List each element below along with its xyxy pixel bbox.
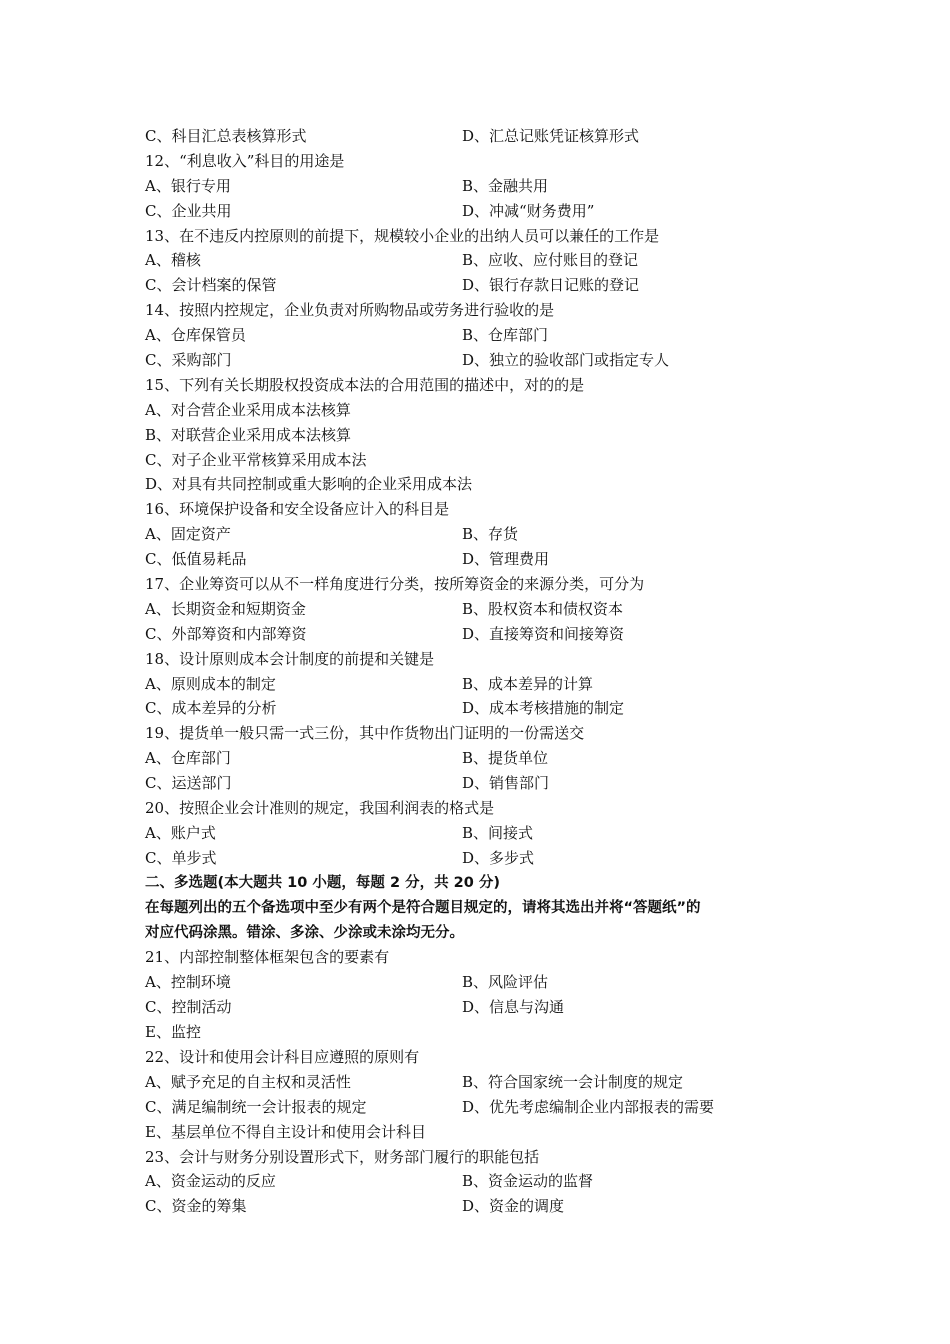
option-text: A、原则成本的制定 [145, 674, 276, 693]
option-text: A、赋予充足的自主权和灵活性 [145, 1072, 351, 1091]
option-text: B、间接式 [462, 823, 534, 842]
option-row [145, 1169, 825, 1194]
option-text: A、银行专用 [145, 176, 231, 195]
option-text: C、会计档案的保管 [145, 276, 277, 295]
option-text: D、直接筹资和间接筹资 [462, 624, 625, 643]
option-row [145, 597, 825, 622]
question-line: 21、内部控制整体框架包含的要素有 [145, 948, 390, 967]
option-text: C、低值易耗品 [145, 550, 247, 569]
option-text: C、科目汇总表核算形式 [145, 127, 307, 145]
question-line: A、对合营企业采用成本法核算 [145, 400, 351, 419]
option-text: B、风险评估 [462, 973, 549, 992]
option-text: B、成本差异的计算 [462, 674, 594, 693]
question-line: 20、按照企业会计准则的规定，我国利润表的格式是 [145, 799, 495, 818]
section-heading: 在每题列出的五个备选项中至少有两个是符合题目规定的，请将其选出并将“答题纸”的 [145, 899, 701, 916]
option-row [145, 672, 825, 697]
question-line: 23、会计与财务分别设置形式下，财务部门履行的职能包括 [145, 1147, 540, 1166]
option-row [145, 746, 825, 771]
option-text: B、符合国家统一会计制度的规定 [462, 1072, 684, 1091]
option-text: A、长期资金和短期资金 [145, 599, 306, 618]
question-line: 19、提货单一般只需一式三份，其中作货物出门证明的一份需送交 [145, 724, 585, 743]
option-text: C、外部筹资和内部筹资 [145, 624, 307, 643]
option-row [145, 622, 825, 647]
option-text: C、满足编制统一会计报表的规定 [145, 1097, 367, 1116]
option-row [145, 1194, 825, 1219]
option-row [145, 771, 825, 796]
option-text: A、稽核 [145, 251, 201, 270]
option-text: D、冲减“财务费用” [462, 201, 595, 220]
question-line: C、对子企业平常核算采用成本法 [145, 450, 367, 469]
option-text: B、仓库部门 [462, 326, 549, 345]
question-line: D、对具有共同控制或重大影响的企业采用成本法 [145, 475, 473, 494]
section-heading: 二、多选题(本大题共 10 小题，每题 2 分，共 20 分) [145, 874, 500, 891]
question-line: B、对联营企业采用成本法核算 [145, 425, 352, 444]
option-row [145, 199, 825, 224]
option-text: D、优先考虑编制企业内部报表的需要 [462, 1097, 715, 1116]
option-text: B、股权资本和债权资本 [462, 599, 624, 618]
option-row [145, 846, 825, 871]
question-line: 13、在不违反内控原则的前提下，规模较小企业的出纳人员可以兼任的工作是 [145, 226, 660, 245]
question-line: E、监控 [145, 1023, 201, 1042]
option-text: C、运送部门 [145, 774, 232, 793]
question-line: 17、企业筹资可以从不一样角度进行分类，按所筹资金的来源分类，可分为 [145, 575, 645, 594]
question-line: 22、设计和使用会计科目应遵照的原则有 [145, 1047, 420, 1066]
option-text: B、存货 [462, 525, 519, 544]
option-text: D、多步式 [462, 848, 535, 867]
option-text: A、仓库保管员 [145, 326, 246, 345]
option-row [145, 696, 825, 721]
option-row [145, 547, 825, 572]
option-row [145, 323, 825, 348]
option-text: D、销售部门 [462, 774, 550, 793]
option-row [145, 248, 825, 273]
option-text: D、管理费用 [462, 550, 550, 569]
option-text: C、单步式 [145, 848, 217, 867]
question-line: 14、按照内控规定，企业负责对所购物品或劳务进行验收的是 [145, 301, 555, 320]
option-row [145, 821, 825, 846]
option-row [145, 970, 825, 995]
option-text: C、控制活动 [145, 998, 232, 1017]
option-text: B、提货单位 [462, 749, 549, 768]
option-row [145, 273, 825, 298]
option-text: B、资金运动的监督 [462, 1172, 594, 1191]
option-text: D、资金的调度 [462, 1197, 565, 1216]
question-line: 15、下列有关长期股权投资成本法的合用范围的描述中，对的的是 [145, 375, 585, 394]
section-heading: 对应代码涂黑。错涂、多涂、少涂或未涂均无分。 [145, 924, 464, 941]
option-text: C、资金的筹集 [145, 1197, 247, 1216]
question-line: E、基层单位不得自主设计和使用会计科目 [145, 1122, 426, 1141]
question-line: 18、设计原则成本会计制度的前提和关键是 [145, 649, 435, 668]
option-text: C、成本差异的分析 [145, 699, 277, 718]
option-text: A、固定资产 [145, 525, 231, 544]
option-row [145, 1095, 825, 1120]
option-row [145, 348, 825, 373]
option-text: C、采购部门 [145, 351, 232, 370]
option-text: A、资金运动的反应 [145, 1172, 276, 1191]
option-row [145, 1070, 825, 1095]
exam-page [145, 124, 825, 1219]
option-row [145, 174, 825, 199]
option-text: D、成本考核措施的制定 [462, 699, 625, 718]
option-text: A、控制环境 [145, 973, 231, 992]
option-row [145, 995, 825, 1020]
option-text: C、企业共用 [145, 201, 232, 220]
option-row [145, 124, 825, 149]
option-text: A、账户式 [145, 823, 216, 842]
option-text: D、汇总记账凭证核算形式 [462, 127, 640, 145]
option-text: A、仓库部门 [145, 749, 231, 768]
option-text: B、应收、应付账目的登记 [462, 251, 639, 270]
option-text: B、金融共用 [462, 176, 549, 195]
option-text: D、银行存款日记账的登记 [462, 276, 640, 295]
question-line: 16、环境保护设备和安全设备应计入的科目是 [145, 500, 450, 519]
option-row [145, 522, 825, 547]
option-text: D、独立的验收部门或指定专人 [462, 351, 670, 370]
question-line: 12、“利息收入”科目的用途是 [145, 151, 345, 170]
option-text: D、信息与沟通 [462, 998, 565, 1017]
